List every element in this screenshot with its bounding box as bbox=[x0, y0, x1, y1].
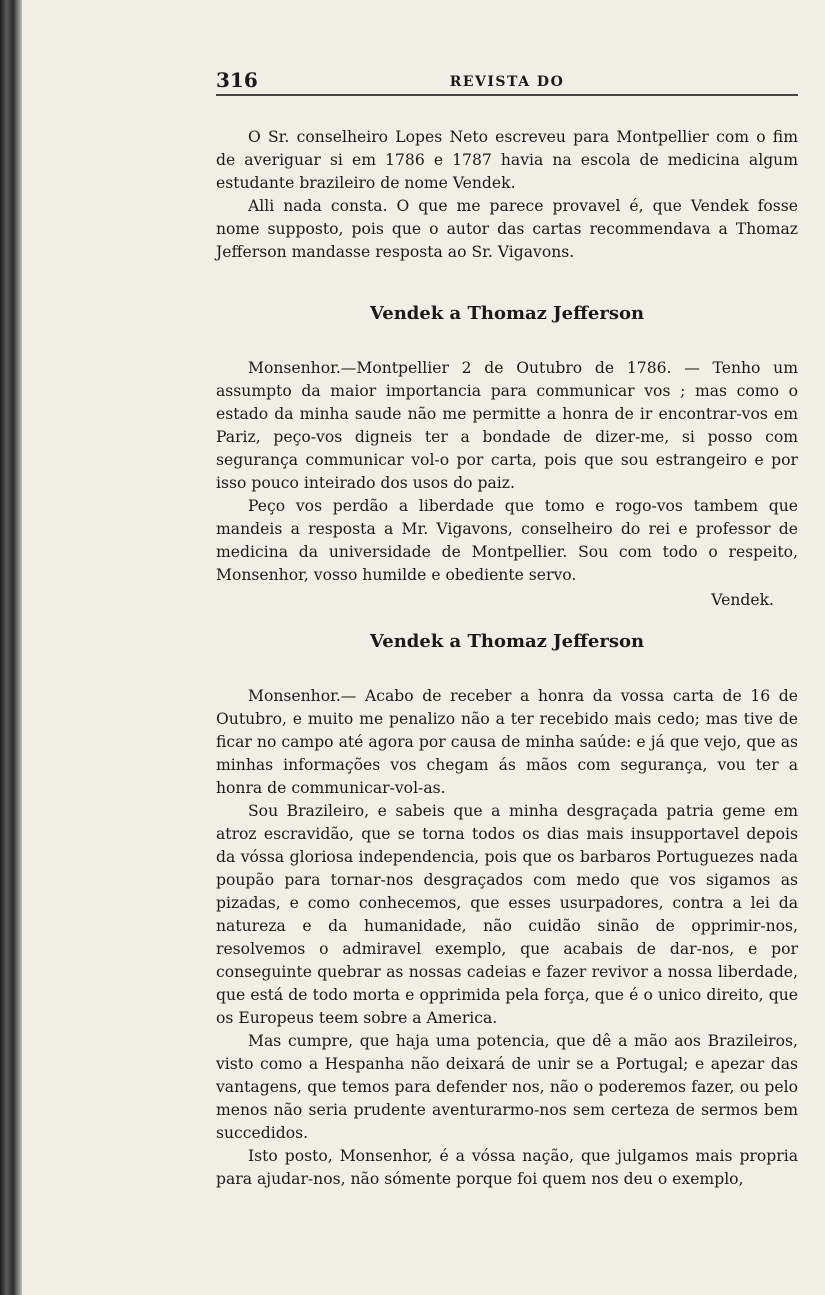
intro-paragraph-1: O Sr. conselheiro Lopes Neto escreveu para Montpellier com o fim de averiguar si em 1786 e 1787 havia na escola de medicina algum estudante brazileiro de nome Vendek. bbox=[216, 128, 798, 192]
running-head bbox=[216, 60, 798, 96]
letter-2-paragraph-4: Isto posto, Monsenhor, é a vóssa nação, que julgamos mais propria para ajudar-nos, não sómente porque foi quem nos deu o exemplo, bbox=[216, 1147, 798, 1188]
letter-1-signature: Vendek. bbox=[711, 591, 774, 609]
journal-title: REVISTA DO bbox=[449, 74, 565, 90]
letter-1-paragraph-2: Peço vos perdão a liberdade que tomo e rogo-vos tambem que mandeis a resposta a Mr. Vigavons, conselheiro do rei e professor de medicina da universidade de Montpellier. Sou com todo o respeito, Monsenhor, vosso humilde e obediente servo. bbox=[216, 497, 798, 584]
intro-paragraph-2: Alli nada consta. O que me parece provavel é, que Vendek fosse nome supposto, pois que o autor das cartas recommendava a Thomaz Jefferson mandasse resposta ao Sr. Vigavons. bbox=[216, 197, 798, 261]
letter-2-paragraph-1: Monsenhor.— Acabo de receber a honra da vossa carta de 16 de Outubro, e muito me penalizo não a ter recebido mais cedo; mas tive de ficar no campo até agora por causa de minha saúde: e já que vejo, que as minhas informações vos chegam ás mãos com segurança, vou ter a honra de communicar-vol-as. bbox=[216, 687, 798, 797]
letter-1-paragraph-1: Monsenhor.—Montpellier 2 de Outubro de 1786. — Tenho um assumpto da maior importancia para communicar vos ; mas como o estado da minha saude não me permitte a honra de ir encontrar-vos em Pariz, peço-vos digneis ter a bondade de dizer-me, si posso com segurança communicar vol-o por carta, pois que sou estrangeiro e por isso pouco inteirado dos usos do paiz. bbox=[216, 359, 798, 492]
letter-2-paragraph-3: Mas cumpre, que haja uma potencia, que dê a mão aos Brazileiros, visto como a Hespanha não deixará de unir se a Portugal; e apezar das vantagens, que temos para defender nos, não o poderemos fazer, ou pelo menos não seria prudente aventurarmo-nos sem certeza de sermos bem succedidos. bbox=[216, 1032, 798, 1142]
book-spine-edge bbox=[0, 0, 22, 1295]
letter-2-paragraph-2: Sou Brazileiro, e sabeis que a minha desgraçada patria geme em atroz escravidão, que se torna todos os dias mais insupportavel depois da vóssa gloriosa independencia, pois que os barbaros Portuguezes nada poupão para tornar-nos desgraçados com medo que vos sigamos as pizadas, e como conhecemos, que esses usurpadores, contra a lei da natureza e da humanidade, não cuidão sinão de opprimir-nos, resolvemos o admiravel exemplo, que acabais de dar-nos, e por conseguinte quebrar as nossas cadeias e fazer revivor a nossa liberdade, que está de todo morta e opprimida pela força, que é o unico direito, que os Europeus teem sobre a America. bbox=[216, 802, 798, 1027]
letter-1-heading: Vendek a Thomaz Jefferson bbox=[369, 303, 645, 324]
page-number: 316 bbox=[216, 68, 258, 92]
book-page bbox=[216, 60, 798, 1191]
page-body bbox=[216, 126, 798, 1191]
letter-2-heading: Vendek a Thomaz Jefferson bbox=[369, 631, 645, 652]
